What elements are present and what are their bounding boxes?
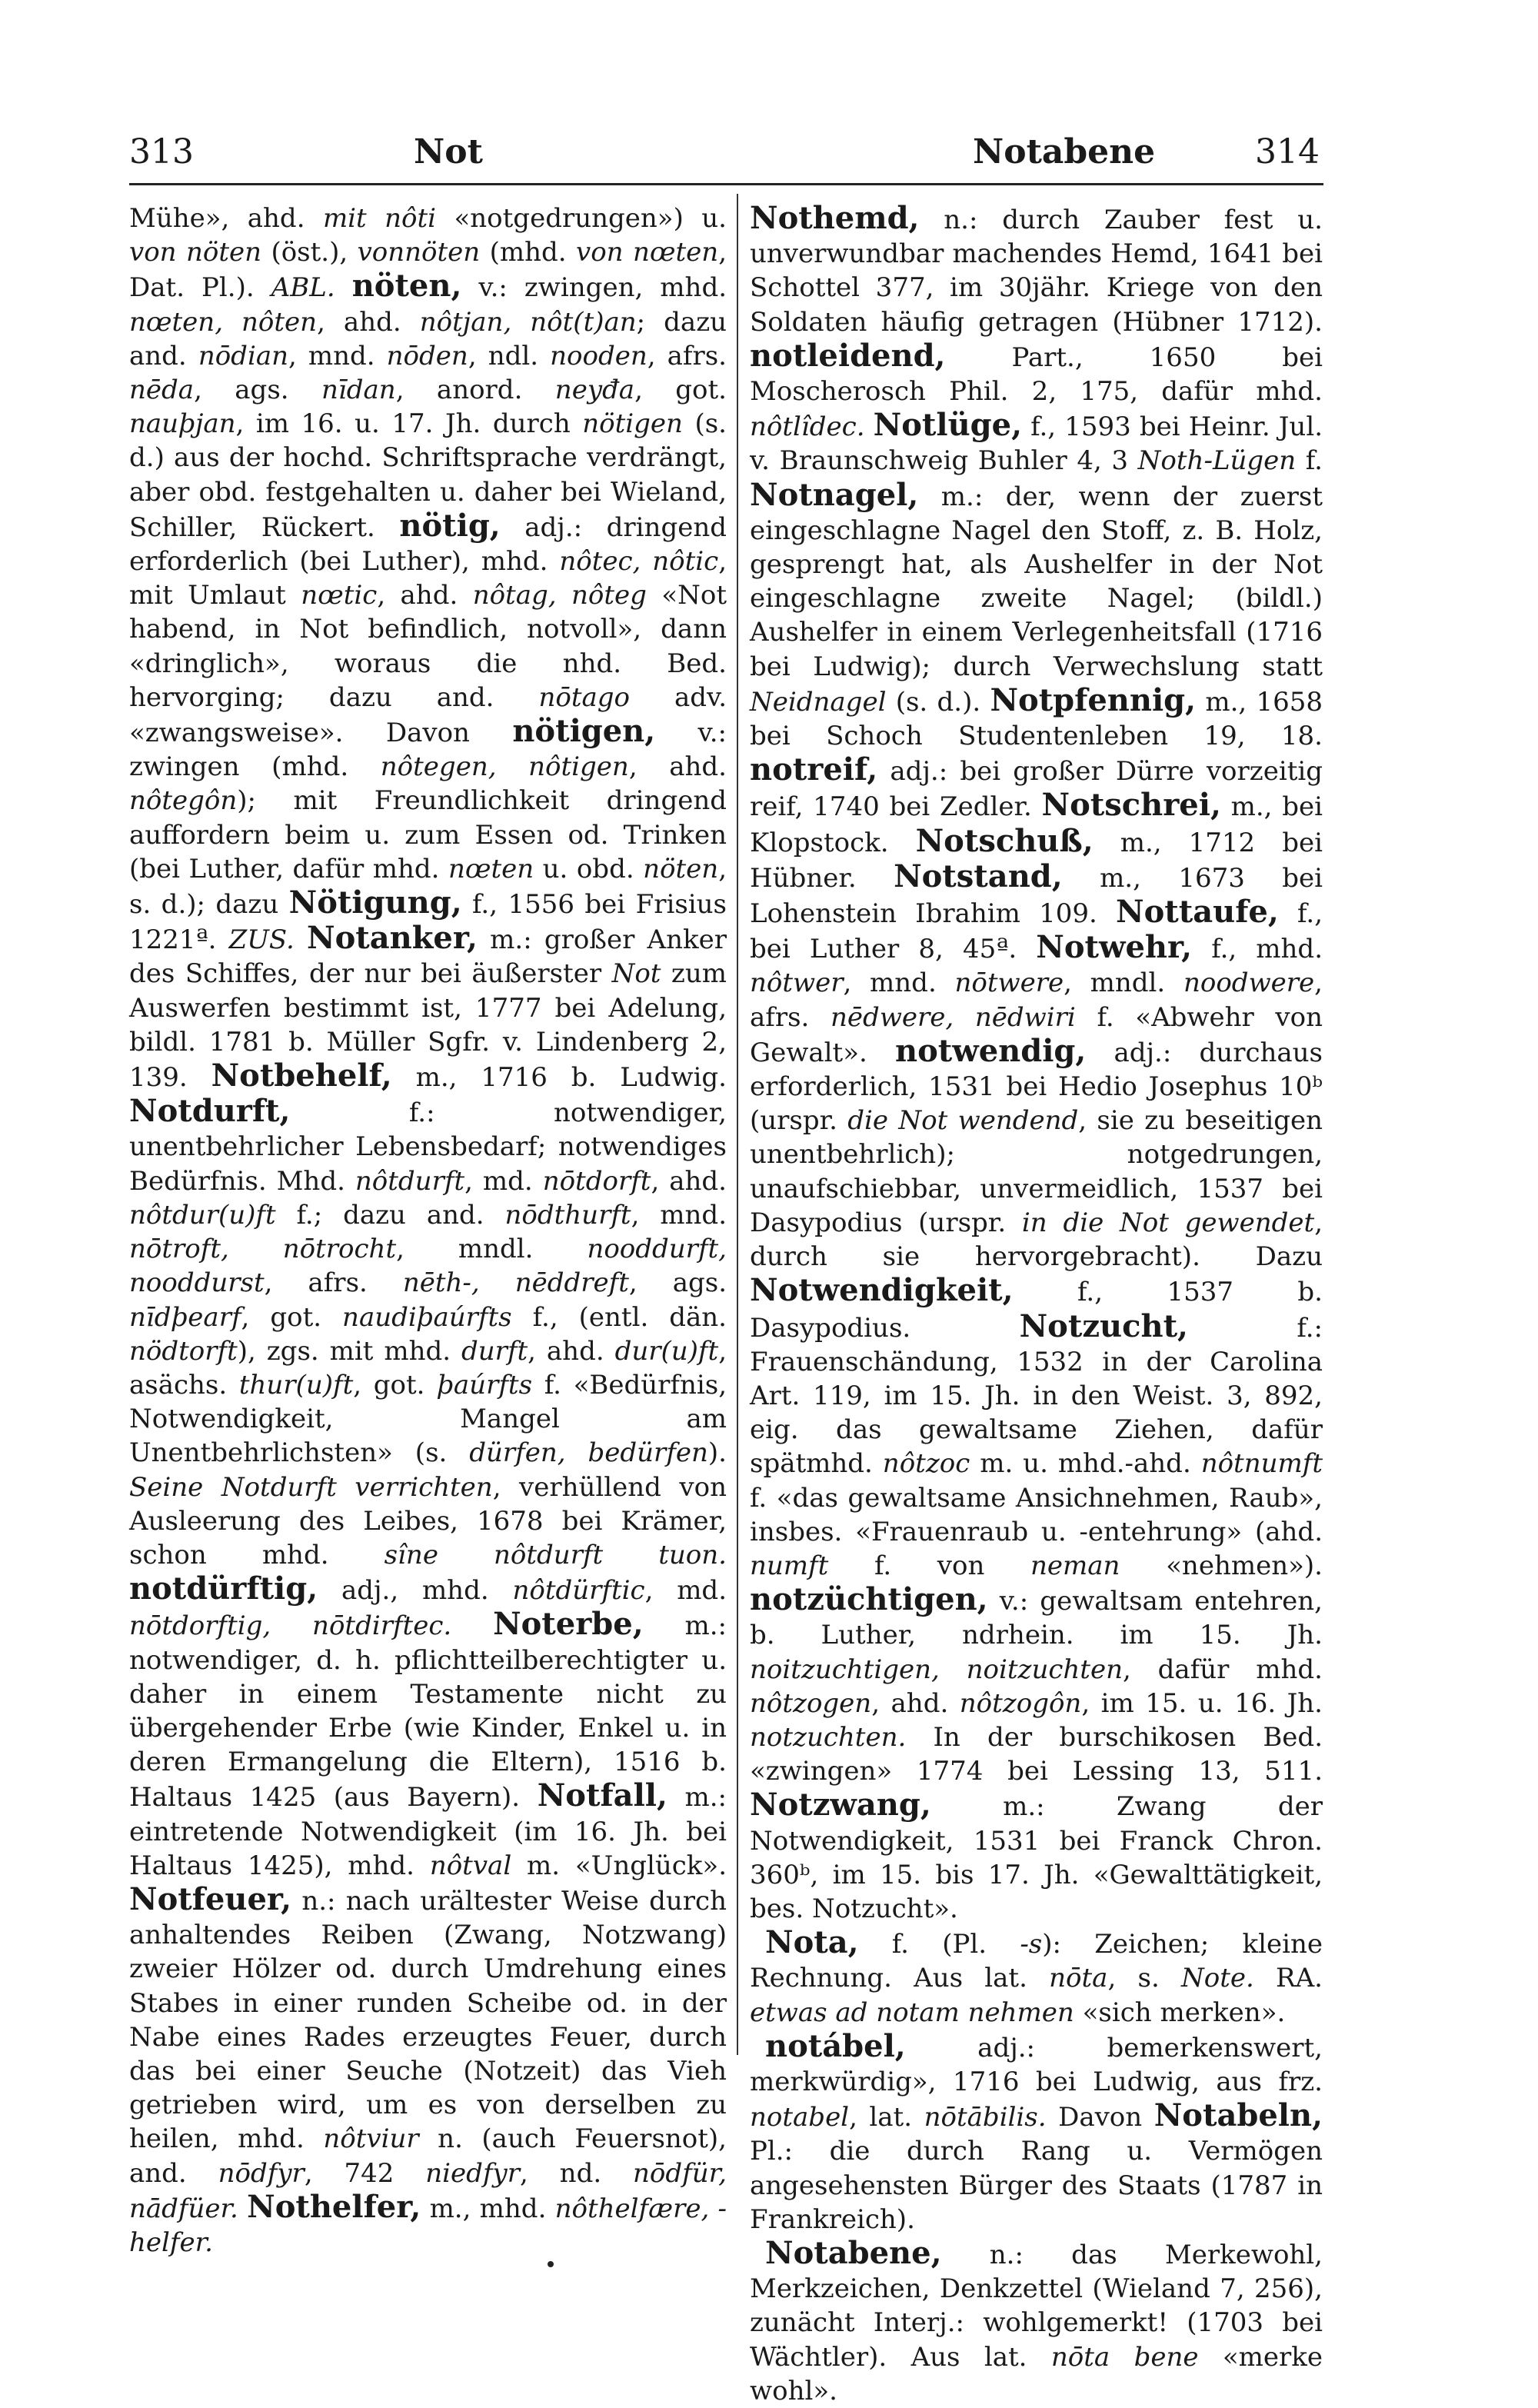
text-run: zum Auswerfen bestimmt ist, 1777 bei Adelung, bildl. 1781 b. Müller Sgfr. v. Lindenberg 2, 139. [129,958,727,1094]
text-run: m., mhd. [421,2193,555,2224]
text-run: , s. [1107,1963,1181,1994]
text-run [238,2193,247,2224]
text-run: ; dazu and. [129,306,727,371]
italic-term: naudiþaúrfts [342,1301,512,1333]
text-run: f., mhd. [1192,934,1323,965]
text-run: m., 1673 bei Lohenstein Ibrahim 109. [750,862,1323,930]
text-run: , mndl. [396,1234,588,1265]
text-run: , asächs. [129,1335,727,1401]
text-run: f., 1593 bei Heinr. Jul. v. Braunschweig Buhler 4, 3 [750,411,1323,477]
italic-term: mit nôti [322,203,437,234]
headword: notwendig, [895,1032,1087,1069]
text-run: , afrs. [264,1267,403,1299]
italic-term: etwas ad notam nehmen [750,1997,1074,2028]
italic-term: nôtlîdec. [750,411,865,443]
text-run: «sich merken». [1074,1997,1286,2028]
headword: Notbehelf, [211,1057,392,1094]
headword: Nothemd, [750,200,920,236]
text-run: , ndl. [468,340,551,371]
text-run: adj.: dringend erforderlich (bei Luther), mhd. [129,511,727,578]
italic-term: thur(u)ft [238,1369,354,1401]
italic-term: nīdþearf [129,1301,241,1333]
headword: Notpfennig, [990,681,1197,718]
headword: Notdurft, [129,1093,291,1130]
headword: Notzucht, [1019,1307,1188,1344]
text-run: Davon [1046,2102,1154,2133]
text-run: , im 15. u. 16. Jh. [1081,1687,1323,1719]
italic-term: nôtzogôn [959,1687,1082,1719]
text-run: m., 1712 bei Hübner. [750,827,1323,894]
italic-term: nôthelfære, -helfer. [129,2193,727,2258]
headword: Nötigung, [288,884,462,921]
headword: Notschuß, [915,822,1094,859]
text-run: f. «Abwehr von Gewalt». [750,1001,1323,1068]
text-run: , ahd. [317,306,420,338]
headword: nötigen, [512,713,656,750]
text-run: adj.: bei großer Dürre vorzeitig reif, 1740 bei Zedler. [750,756,1323,823]
text-run: Mühe», ahd. [129,203,323,234]
headword: nöten, [351,268,462,305]
italic-term: durft [461,1335,528,1367]
text-run: , im 16. u. 17. Jh. durch [235,408,583,440]
text-run: , ahd. [651,1165,727,1197]
headword: notleidend, [750,337,946,374]
headword: notreif, [750,751,878,788]
text-run: f. (Pl. [858,1929,1020,1960]
text-run: adj.: durchaus erforderlich, 1531 bei Hedio Josephus 10ᵇ (urspr. [750,1037,1323,1137]
text-run: , ahd. [528,1335,615,1367]
text-run: , mndl. [1064,968,1183,999]
italic-term: nōdfür, nādfüer. [129,2157,727,2224]
text-run: , 742 [304,2157,426,2189]
italic-term: nôtviur [323,2123,419,2155]
text-run: m.: Zwang der Notwendigkeit, 1531 bei Franck Chron. 360ᵇ, im 15. bis 17. Jh. «Gewalttätigkeit, bes. Notzucht». [750,1791,1323,1924]
italic-term: nōta [1049,1963,1108,1994]
text-run: f., 1556 bei Frisius 1221ª. [129,889,727,956]
headword: Notanker, [307,920,478,957]
text-run [865,411,874,442]
text-run: , durch sie hervorgebracht). Dazu [750,1207,1323,1273]
italic-term: ZUS. [228,924,295,956]
italic-term: notzuchten. [750,1721,907,1753]
headword: Notstand, [894,858,1063,894]
italic-term: nauþjan [129,408,236,440]
italic-term: Note. [1180,1963,1254,1994]
italic-term: Seine Notdurft verrichten [129,1471,493,1503]
headword: Nottaufe, [1116,894,1279,931]
italic-term: nôtval [429,1850,512,1881]
italic-term: -s [1020,1929,1043,1960]
text-run: , s. d.); dazu [129,853,727,921]
page-header [0,0,1538,185]
italic-term: in die Not gewendet [1021,1207,1315,1238]
left-paragraph [129,201,727,2260]
italic-term: von nœten [576,237,719,268]
text-run: , md. [644,1575,727,1607]
italic-term: nôtzogen [750,1687,872,1719]
text-run: «Not habend, in Not befindlich, notvoll», dann «dringlich», woraus die nhd. Bed. hervorging; dazu and. [129,580,727,713]
headword: notábel, [765,2027,906,2064]
italic-term: dur(u)ft [614,1335,719,1367]
italic-term: ABL. [271,272,335,304]
headword: Nothelfer, [247,2188,421,2225]
text-run: In der burschikosen Bed. «zwingen» 1774 bei Lessing 13, 511. [750,1721,1323,1787]
italic-term: Not [611,958,661,990]
italic-term: nōdian [198,340,288,371]
headword: Notabeln, [1154,2097,1323,2134]
text-run: ); mit Freundlichkeit dringend auffordern beim u. zum Essen od. Trinken (bei Luther, dafür mhd. [129,785,727,884]
text-run: f. «das gewaltsame Ansichnehmen, Raub», insbes. «Frauenraub u. -entehrung» (ahd. [750,1482,1323,1547]
text-run: v.: zwingen, mhd. [461,272,727,304]
text-run: n.: durch Zauber fest u. unverwundbar machendes Hemd, 1641 bei Schottel 377, im 30jähr. Kriege von den Soldaten häufig getragen (Hübner 1712). [750,205,1323,338]
right-paragraph-nota [750,1926,1323,2030]
column-divider [737,194,738,2055]
italic-term: von nöten [129,237,262,268]
italic-term: nœtic [301,580,378,611]
italic-term: nōtago [538,681,631,713]
page-number-left: 313 [129,132,194,172]
italic-term: nôtegôn [129,785,238,817]
italic-term: notabel [750,2102,850,2133]
text-run: m.: notwendiger, d. h. pflichtteilberechtigter u. daher in einem Testamente nicht zu übergehender Erbe (wie Kinder, Enkel u. in deren Ermangelung die Eltern), 1516 b. Haltaus 1425 (aus Bayern). [129,1610,727,1813]
text-run: f. «Bedürfnis, Notwendigkeit, Mangel am Unentbehrlichsten» (s. [129,1369,727,1469]
text-run: m. u. mhd.-ahd. [970,1448,1201,1480]
text-run: , ahd. [628,751,727,783]
text-run: Pl.: die durch Rang u. Vermögen angesehensten Bürger des Staats (1787 in Frankreich). [750,2136,1323,2235]
text-run: , mnd. [843,968,955,999]
page-number-right: 314 [1255,132,1320,172]
italic-term: neman [1030,1550,1120,1581]
italic-term: noodwere [1183,968,1315,999]
text-run: , lat. [849,2102,924,2133]
text-run: adj., mhd. [318,1575,513,1607]
italic-term: nöten [643,853,719,884]
italic-term: nôtdürftic [512,1575,645,1607]
italic-term: nōtābilis. [924,2102,1047,2133]
italic-term: neyđa [554,375,635,406]
headword: Notwendigkeit, [750,1272,1014,1309]
text-run: RA. [1253,1963,1323,1994]
italic-term: nœten [448,853,534,884]
headword: Notlüge, [873,407,1022,444]
italic-term: nīdan [321,375,396,406]
right-paragraph-nothemd [750,201,1323,1926]
text-run: , got. [634,375,727,406]
italic-term: nōdthurft [504,1199,631,1231]
text-run: f., (entl. dän. [511,1301,727,1333]
text-run: (s. d.). [886,686,990,718]
text-run [451,1610,493,1641]
text-run: , ahd. [377,580,473,611]
italic-term: nōtroft, nōtrocht [129,1234,397,1265]
italic-term: nooddurft, nooddurst [129,1234,727,1299]
italic-term: Noth-Lügen [1137,445,1297,477]
text-run: m., 1716 b. Ludwig. [391,1062,727,1094]
footer-mark [548,2261,554,2267]
italic-term: nōtdorft [542,1165,651,1197]
right-column [750,200,1323,2406]
text-run: adv. «zwangsweise». Davon [129,681,727,749]
italic-term: nœten, nôten [129,306,318,338]
italic-term: nôtec, nôtic [559,546,719,578]
italic-term: nôtdur(u)ft [129,1199,276,1231]
text-run: ). [707,1437,727,1469]
italic-term: nēdwere, nēdwiri [831,1001,1076,1033]
text-run: n. (auch Feuersnot), and. [129,2123,727,2189]
header-rule [129,183,1323,185]
italic-term: nôtag, nôteg [472,580,647,611]
headword: notzüchtigen, [750,1581,988,1618]
italic-term: nôtnumft [1200,1448,1323,1480]
text-run: f.: Frauenschändung, 1532 in der Carolina Art. 119, im 15. Jh. in den Weist. 3, 892, eig. das gewaltsame Ziehen, dafür spätmhd. [750,1312,1323,1480]
text-run: (s. d.) aus der hochd. Schriftsprache verdrängt, aber obd. festgehalten u. daher bei Wieland, Schiller, Rückert. [129,408,727,543]
text-run: «nehmen»). [1120,1550,1323,1581]
italic-term: nôtjan, nôt(t)an [419,306,637,338]
text-run: u. obd. [534,853,644,884]
italic-term: nōtdorftig, nōtdirftec. [129,1610,452,1642]
headword: notdürftig, [129,1570,318,1607]
text-run [295,924,307,955]
text-run: , afrs. [750,968,1323,1033]
italic-term: nēda [129,375,195,406]
headword: Notfeuer, [129,1880,291,1917]
text-run: f. von [828,1550,1031,1581]
italic-term: numft [750,1550,829,1581]
text-run: «merke wohl». [750,2341,1323,2406]
text-run: , mit Umlaut [129,546,727,611]
text-run [335,272,352,303]
text-run: m.: großer Anker des Schiffes, der nur bei äußerster [129,924,727,990]
text-run: (mhd. [480,237,576,268]
italic-term: noitzuchtigen, noitzuchten [750,1654,1123,1685]
italic-term: nôtzoc [882,1448,970,1480]
text-run: m.: der, wenn der zuerst eingeschlagne Nagel den Stoff, z. B. Holz, gesprengt hat, als Aushelfer in der Not eingeschlagne zweite Nagel; (bildl.) Aushelfer in einem Verlegenheitsfall (1716 bei Ludwig); durch Verwechslung statt [750,481,1323,682]
italic-term: die Not wendend [847,1105,1079,1137]
italic-term: niedfyr [425,2157,520,2189]
text-run: , ags. [628,1267,727,1299]
text-run: f.; dazu and. [275,1199,505,1231]
text-run: v.: zwingen (mhd. [129,718,727,783]
text-run: f., bei Luther 8, 45ª. [750,898,1323,965]
left-column [129,201,727,2258]
text-run: m.: eintretende Notwendigkeit (im 16. Jh. bei Haltaus 1425), mhd. [129,1782,727,1881]
text-run: , md. [464,1165,543,1197]
text-run: , verhüllend von Ausleerung des Leibes, 1678 bei Krämer, schon mhd. [129,1471,727,1570]
italic-term: þaúrfts [437,1369,533,1401]
italic-term: nōtwere [954,968,1064,999]
guide-word-left: Not [414,132,483,172]
headword: nötig, [399,507,501,544]
italic-term: nötigen [582,408,683,440]
headword: Nota, [765,1924,859,1961]
italic-term: nēth-, nēddreft [402,1267,629,1299]
text-run: ): Zeichen; kleine Rechnung. Aus lat. [750,1929,1323,1994]
italic-term: nōdfyr [218,2157,305,2189]
text-run: , ags. [194,375,321,406]
text-run: , got. [353,1369,438,1401]
text-run: , anord. [395,375,555,406]
text-run: , Dat. Pl.). [129,237,727,304]
text-run: , afrs. [647,340,727,371]
headword: Notschrei, [1041,787,1221,824]
italic-term: nôtdurft [355,1165,465,1197]
italic-term: dürfen, bedürfen [469,1437,708,1469]
text-run: , ahd. [871,1687,960,1719]
headword: Notabene, [765,2234,942,2271]
text-run: m. «Unglück». [511,1850,727,1881]
text-run: (öst.), [261,237,358,268]
text-run: , nd. [519,2157,634,2189]
text-run: , mnd. [631,1199,727,1231]
italic-term: nōden [386,340,468,371]
headword: Notfall, [537,1777,667,1814]
headword: Notwehr, [1036,929,1193,966]
italic-term: vonnöten [357,237,481,268]
headword: Notzwang, [750,1787,931,1823]
right-paragraph-notabene [750,2236,1323,2408]
text-run: m., bei Klopstock. [750,791,1323,858]
text-run: ), zgs. mit mhd. [237,1335,461,1367]
headword: Noterbe, [493,1606,644,1643]
italic-term: nōta bene [1050,2341,1199,2373]
headword: Notnagel, [750,476,919,513]
text-run: v.: gewaltsam entehren, b. Luther, ndrhein. im 15. Jh. [750,1586,1323,1651]
text-run: «notgedrungen») u. [436,203,727,234]
text-run: f., 1537 b. Dasypodius. [750,1277,1323,1344]
italic-term: nooden [550,340,647,371]
guide-word-right: Notabene [973,132,1156,172]
text-run: Part., 1650 bei Moscherosch Phil. 2, 175, dafür mhd. [750,341,1323,408]
italic-term: nôtwer [750,968,844,999]
italic-term: nödtorft [129,1335,238,1367]
text-run: , sie zu beseitigen unentbehrlich); notgedrungen, unaufschiebbar, unvermeidlich, 1537 bei Dasypodius (urspr. [750,1105,1323,1238]
text-run: m., 1658 bei Schoch Studentenleben 19, 18. [750,686,1323,752]
text-run: f. [1296,445,1323,477]
text-run: adj.: bemerkenswert, merkwürdig», 1716 bei Ludwig, aus frz. [750,2032,1323,2097]
italic-term: nôtegen, nôtigen [380,751,629,783]
italic-term: sîne nôtdurft tuon. [384,1539,727,1570]
text-run: n.: nach urältester Weise durch anhaltendes Reiben (Zwang, Notzwang) zweier Hölzer od. durch Umdrehung eines Stabes in einer runden Scheibe od. in der Nabe eines Rades erzeugtes Feuer, durch das bei einer Seuche (Notzeit) das Vieh getrieben wird, um es von derselben zu heilen, mhd. [129,1885,727,2155]
text-run: n.: das Merkewohl, Merkzeichen, Denkzettel (Wieland 7, 256), zunächt Interj.: wohlgemerkt! (1703 bei Wächtler). Aus lat. [750,2239,1323,2373]
italic-term: Neidnagel [750,686,887,718]
right-paragraph-notabel [750,2027,1323,2236]
text-run: , dafür mhd. [1122,1654,1323,1685]
text-run: f.: notwendiger, unentbehrlicher Lebensbedarf; notwendiges Bedürfnis. Mhd. [129,1097,727,1197]
text-run: , mnd. [288,340,387,371]
text-run: , got. [241,1301,343,1333]
